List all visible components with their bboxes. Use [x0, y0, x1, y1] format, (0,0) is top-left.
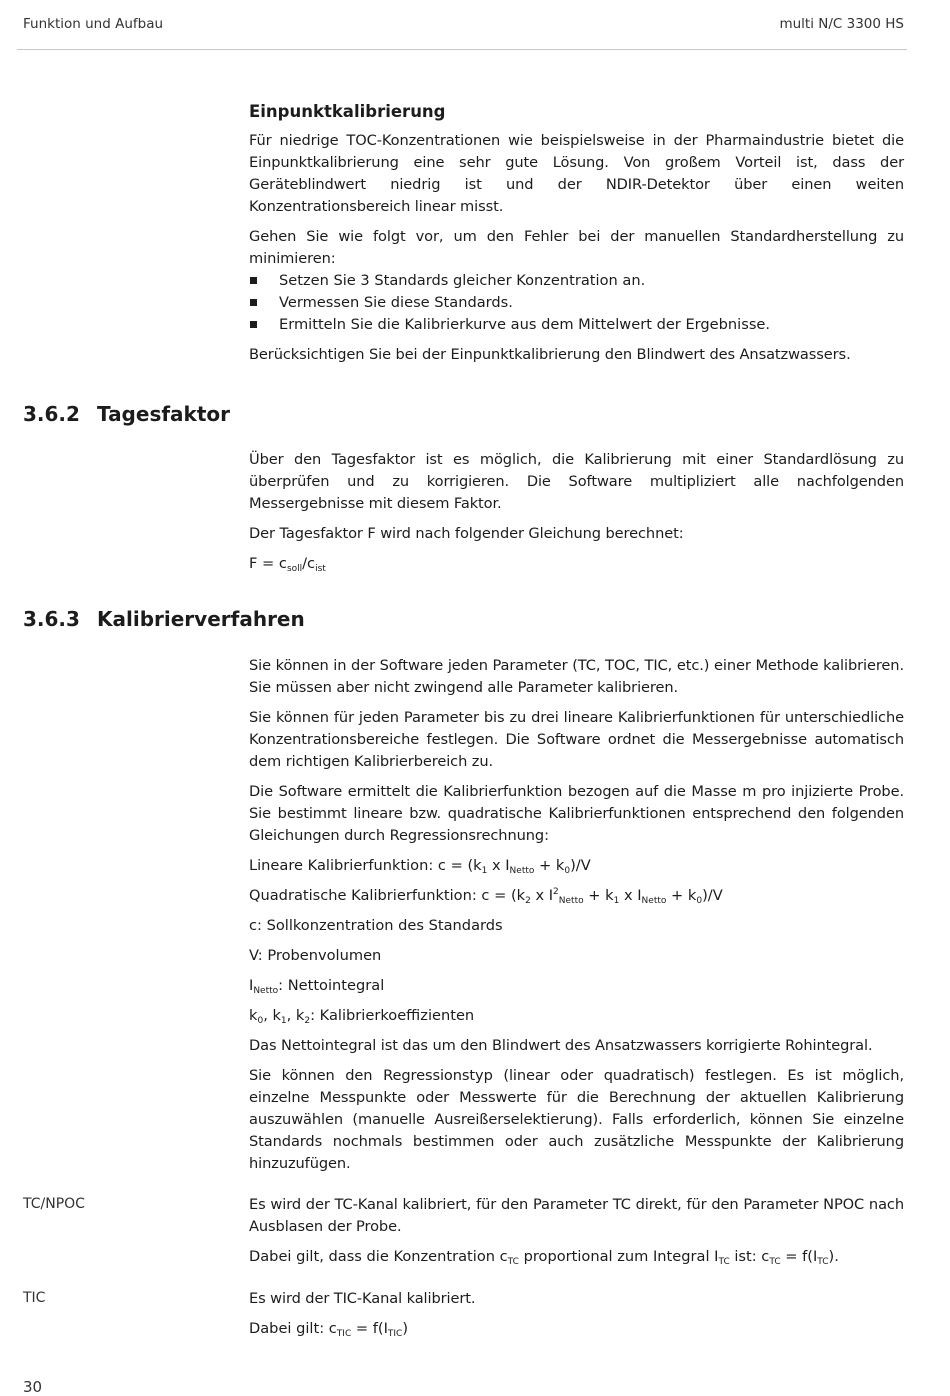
- definition-c: c: Sollkonzentration des Standards: [249, 917, 503, 934]
- paragraph: Es wird der TC-Kanal kalibriert, für den Parameter TC direkt, für den Parameter NPOC nach Ausblasen der Probe.: [249, 1196, 904, 1235]
- einpunkt-section: [249, 100, 904, 374]
- formula-linear: Lineare Kalibrierfunktion: $c = (k_1$ x $I_{Netto} + k_0)/V$: [249, 857, 591, 876]
- paragraph: Über den Tagesfaktor ist es möglich, die Kalibrierung mit einer Standardlösung zu überprüfen und zu korrigieren. Die Software multipliziert alle nachfolgenden Messergebnisse mit diesem Faktor.: [249, 451, 904, 512]
- tcnpoc-section: [249, 1194, 904, 1276]
- definition-inetto: $I_{Netto}$: Nettointegral: [249, 977, 385, 996]
- paragraph: Gehen Sie wie folgt vor, um den Fehler bei der manuellen Standardherstellung zu minimieren:: [249, 228, 904, 267]
- section-title: Tagesfaktor: [97, 402, 231, 426]
- paragraph: Für niedrige TOC-Konzentrationen wie beispielsweise in der Pharmaindustrie bietet die Einpunktkalibrierung eine sehr gute Lösung. Von großem Vorteil ist, dass der Geräteblindwert niedrig ist und der NDIR-Detektor über einen weiten Konzentrationsbereich linear misst.: [249, 132, 904, 215]
- paragraph: Sie können in der Software jeden Parameter (TC, TOC, TIC, etc.) einer Methode kalibrieren. Sie müssen aber nicht zwingend alle Parameter kalibrieren.: [249, 657, 904, 696]
- paragraph: Berücksichtigen Sie bei der Einpunktkalibrierung den Blindwert des Ansatzwassers.: [249, 346, 851, 363]
- paragraph: Sie können für jeden Parameter bis zu drei lineare Kalibrierfunktionen für unterschiedliche Konzentrationsbereiche festlegen. Die Software ordnet die Messergebnisse automatisch dem richtigen Kalibrierbereich zu.: [249, 709, 904, 770]
- definition-k: $k_0$, $k_1$, $k_2$: Kalibrierkoeffizienten: [249, 1007, 475, 1026]
- paragraph: Die Software ermittelt die Kalibrierfunktion bezogen auf die Masse m pro injizierte Probe. Sie bestimmt lineare bzw. quadratische Kalibrierfunktionen entsprechend den folgenden Gleichungen durch Regressionsrechnung:: [249, 783, 904, 844]
- paragraph: Sie können den Regressionstyp (linear oder quadratisch) festlegen. Es ist möglich, einzelne Messpunkte oder Messwerte für die Berechnung der aktuellen Kalibrierung auszuwählen (manuelle Ausreißerselektierung). Falls erforderlich, können Sie einzelne Standards nochmals bestimmen oder auch zusätzliche Messpunkte der Kalibrierung hinzuzufügen.: [249, 1067, 904, 1172]
- margin-label-tic: TIC: [23, 1290, 46, 1306]
- subsection-title: Einpunktkalibrierung: [249, 102, 446, 121]
- section-number: 3.6.2: [23, 402, 80, 426]
- formula-quadratic: Quadratische Kalibrierfunktion: $c = (k_2$ x $I^2_{Netto} + k_1$ x $I_{Netto} + k_0)/V$: [249, 887, 723, 906]
- formula-tic: Dabei gilt: $c_{TIC} = f(I_{TIC})$: [249, 1320, 409, 1339]
- tic-section: [249, 1288, 904, 1348]
- tagesfaktor-section: [249, 449, 904, 583]
- bullet-square-icon: [250, 299, 257, 306]
- bullet-list: [249, 270, 904, 336]
- formula-tc: Dabei gilt, dass die Konzentration $c_{TC}$ proportional zum Integral $I_{TC}$ ist: $c_{TC} = f(I_{TC})$.: [249, 1248, 839, 1267]
- paragraph: Der Tagesfaktor F wird nach folgender Gleichung berechnet:: [249, 525, 684, 542]
- section-number: 3.6.3: [23, 607, 80, 631]
- list-item: Setzen Sie 3 Standards gleicher Konzentration an.: [249, 270, 904, 292]
- paragraph: Es wird der TIC-Kanal kalibriert.: [249, 1290, 476, 1307]
- bullet-square-icon: [250, 277, 257, 284]
- definition-v: V: Probenvolumen: [249, 947, 382, 964]
- margin-label-tcnpoc: TC/NPOC: [23, 1196, 85, 1212]
- page-number: 30: [23, 1378, 43, 1396]
- kalibrierverfahren-section: [249, 655, 904, 1183]
- section-title: Kalibrierverfahren: [97, 607, 305, 631]
- running-header-product: multi N/C 3300 HS: [779, 16, 904, 32]
- list-item: Vermessen Sie diese Standards.: [249, 292, 904, 314]
- section-heading-kalibrierverfahren: [23, 607, 305, 631]
- running-header-chapter: Funktion und Aufbau: [23, 16, 164, 32]
- list-item: Ermitteln Sie die Kalibrierkurve aus dem Mittelwert der Ergebnisse.: [249, 314, 904, 336]
- formula-tagesfaktor: $F = c_{soll}/c_{ist}$: [249, 555, 326, 574]
- paragraph: Das Nettointegral ist das um den Blindwert des Ansatzwassers korrigierte Rohintegral.: [249, 1037, 873, 1054]
- section-heading-tagesfaktor: [23, 402, 230, 426]
- header-divider: [17, 49, 907, 50]
- bullet-square-icon: [250, 321, 257, 328]
